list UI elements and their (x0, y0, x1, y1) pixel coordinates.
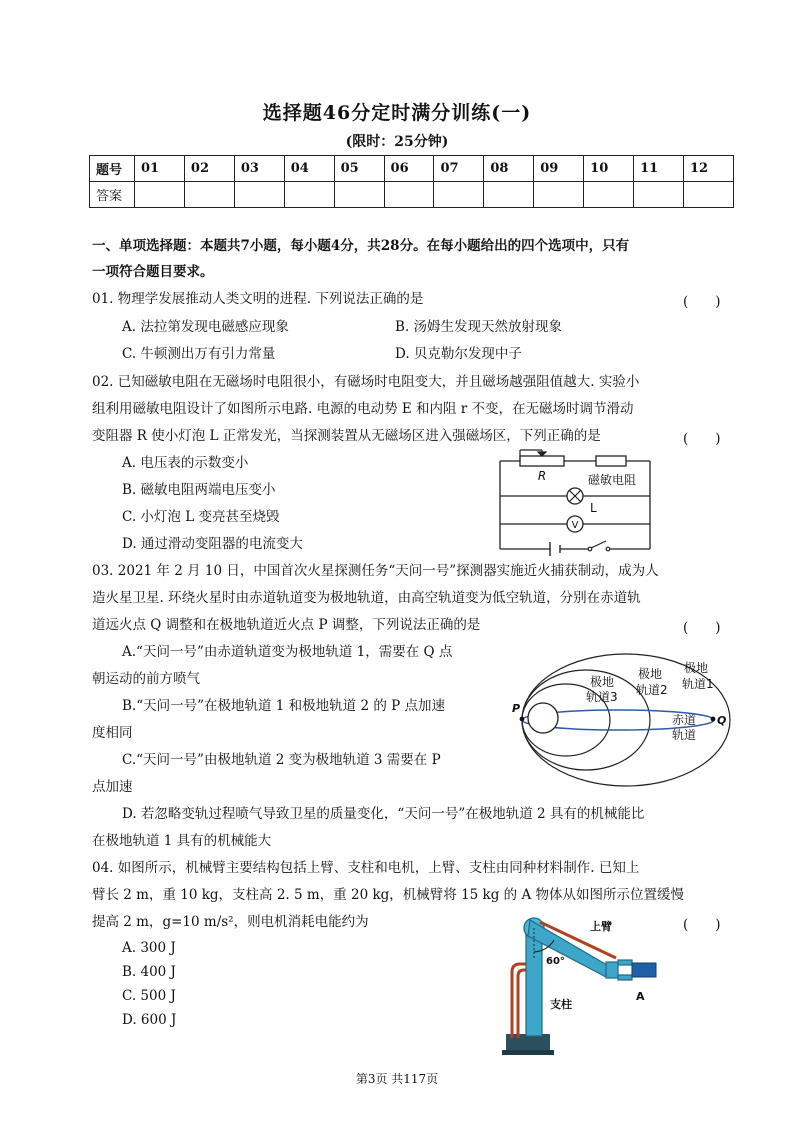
magnetic-resistor (596, 456, 626, 466)
battery (550, 542, 560, 556)
q4-option-b: B. 400 J (122, 964, 176, 980)
point-p-marker (520, 717, 525, 722)
q3-option-b: B.“天问一号”在极地轨道 1 和极地轨道 2 的 P 点加速 (122, 698, 446, 714)
q4-option-d: D. 600 J (122, 1012, 177, 1028)
answer-cell[interactable] (634, 182, 684, 208)
question-number-cell: 01 (135, 156, 185, 182)
lamp-l (567, 488, 583, 504)
q3-stem-line2: 造火星卫星. 环绕火星时由赤道轨道变为极地轨道，由高空轨道变为低空轨道，分别在赤道轨 (92, 590, 641, 606)
q1-option-b: B. 汤姆生发现天然放射现象 (395, 319, 563, 335)
answer-cell[interactable] (534, 182, 584, 208)
q2-option-a: A. 电压表的示数变小 (122, 455, 249, 471)
equatorial-orbit-label-b: 轨道 (672, 728, 697, 742)
q3-stem-line3: 道远火点 Q 调整和在极地轨道近火点 P 调整，下列说法正确的是 (92, 617, 481, 633)
q1-stem: 01. 物理学发展推动人类文明的进程. 下列说法正确的是 (92, 291, 424, 307)
orbit-diagram (508, 650, 734, 788)
answer-cell[interactable] (484, 182, 534, 208)
q3-answer-blank: ( ) (683, 620, 721, 636)
answer-table-header-row (90, 156, 734, 182)
polar-orbit-1-label-a: 极地 (684, 661, 709, 675)
upper-arm-label: 上臂 (590, 920, 612, 933)
lamp-label: L (590, 501, 597, 515)
polar-orbit-2-label-b: 轨道2 (636, 683, 668, 697)
answer-cell[interactable] (434, 182, 484, 208)
mars (528, 703, 558, 733)
q2-stem-line3: 变阻器 R 使小灯泡 L 正常发光，当探测装置从无磁场区进入强磁场区，下列正确的是 (92, 428, 601, 444)
question-number-cell: 05 (334, 156, 384, 182)
switch[interactable] (588, 541, 610, 551)
q2-stem-line1: 02. 已知磁敏电阻在无磁场时电阻很小，有磁场时电阻变大，并且磁场越强阻值越大. 实验小 (92, 374, 640, 390)
polar-orbit-3-label-b: 轨道3 (586, 690, 618, 704)
q3-option-d-cont: 在极地轨道 1 具有的机械能大 (92, 833, 272, 849)
answer-cell[interactable] (334, 182, 384, 208)
q3-option-c: C.“天问一号”由极地轨道 2 变为极地轨道 3 需要在 P (122, 752, 441, 768)
answer-cell[interactable] (284, 182, 334, 208)
voltmeter-label: V (571, 520, 579, 531)
section-heading: 一、单项选择题：本题共7小题，每小题4分，共28分。在每小题给出的四个选项中，只有 (92, 238, 630, 254)
robot-arm-figure (500, 908, 670, 1056)
gripper (606, 960, 632, 980)
answer-cell[interactable] (584, 182, 634, 208)
magnetic-resistor-label: 磁敏电阻 (588, 473, 637, 487)
q3-option-c-cont: 点加速 (92, 779, 133, 795)
answer-cell[interactable] (683, 182, 733, 208)
q3-option-a-cont: 朝运动的前方喷气 (92, 671, 200, 687)
equatorial-orbit-label-a: 赤道 (672, 713, 697, 727)
q2-option-b: B. 磁敏电阻两端电压变小 (122, 482, 276, 498)
polar-orbit-3-label-a: 极地 (590, 675, 615, 689)
rheostat-r (520, 456, 564, 466)
q4-stem-line3: 提高 2 m，g=10 m/s²，则电机消耗电能约为 (92, 914, 369, 930)
q2-option-d: D. 通过滑动变阻器的电流变大 (122, 536, 303, 552)
question-number-cell: 11 (634, 156, 684, 182)
page-number: 第3页 共117页 (355, 1072, 439, 1086)
q1-option-a: A. 法拉第发现电磁感应现象 (122, 319, 289, 335)
polar-orbit-2-label-a: 极地 (638, 667, 663, 681)
question-number-cell: 08 (484, 156, 534, 182)
point-q-label: Q (717, 714, 727, 727)
q3-option-b-cont: 度相同 (92, 725, 133, 741)
answer-table-answer-row (90, 182, 734, 208)
question-number-cell: 04 (284, 156, 334, 182)
q1-answer-blank: ( ) (683, 294, 721, 310)
section-heading-cont: 一项符合题目要求。 (92, 264, 214, 280)
question-number-cell: 10 (584, 156, 634, 182)
question-number-cell: 07 (434, 156, 484, 182)
rheostat-label: R (537, 469, 547, 483)
q2-answer-blank: ( ) (683, 431, 721, 447)
point-q-marker (711, 717, 716, 722)
q1-option-c: C. 牛顿测出万有引力常量 (122, 346, 276, 362)
circuit-diagram (490, 446, 665, 558)
object-a-label: A (636, 990, 645, 1003)
answer-cell[interactable] (184, 182, 234, 208)
answer-table-row-label: 题号 (90, 156, 135, 182)
answer-cell[interactable] (234, 182, 284, 208)
time-limit: (限时：25分钟) (345, 134, 449, 150)
q4-option-c: C. 500 J (122, 988, 176, 1004)
answer-table-row-label: 答案 (90, 182, 135, 208)
q1-option-d: D. 贝克勒尔发现中子 (395, 346, 522, 362)
angle-label: 60° (546, 956, 565, 967)
q4-option-a: A. 300 J (122, 940, 176, 956)
question-number-cell: 06 (384, 156, 434, 182)
q3-option-d: D. 若忽略变轨过程喷气导致卫星的质量变化，“天问一号”在极地轨道 2 具有的机械能比 (122, 806, 645, 822)
answer-cell[interactable] (135, 182, 185, 208)
answer-cell[interactable] (384, 182, 434, 208)
point-p-label: P (512, 702, 521, 715)
q4-answer-blank: ( ) (683, 917, 721, 933)
object-a (632, 963, 656, 977)
q3-option-a: A.“天问一号”由赤道轨道变为极地轨道 1，需要在 Q 点 (122, 644, 453, 660)
question-number-cell: 09 (534, 156, 584, 182)
q4-stem-line2: 臂长 2 m，重 10 kg，支柱高 2. 5 m，重 20 kg，机械臂将 15 kg 的 A 物体从如图所示位置缓慢 (92, 887, 684, 903)
answer-table (89, 155, 734, 208)
question-number-cell: 03 (234, 156, 284, 182)
q3-stem-line1: 03. 2021 年 2 月 10 日，中国首次火星探测任务“天问一号”探测器实施近火捕获制动，成为人 (92, 563, 659, 579)
q2-option-c: C. 小灯泡 L 变亮甚至烧毁 (122, 509, 280, 525)
q2-stem-line2: 组利用磁敏电阻设计了如图所示电路. 电源的电动势 E 和内阻 r 不变，在无磁场时调节滑动 (92, 401, 634, 417)
q4-stem-line1: 04. 如图所示，机械臂主要结构包括上臂、支柱和电机，上臂、支柱由同种材料制作. 已知上 (92, 860, 640, 876)
question-number-cell: 12 (683, 156, 733, 182)
question-number-cell: 02 (184, 156, 234, 182)
page-title: 选择题46分定时满分训练(一) (262, 102, 532, 124)
polar-orbit-1-label-b: 轨道1 (682, 677, 714, 691)
pillar-label: 支柱 (550, 998, 572, 1011)
